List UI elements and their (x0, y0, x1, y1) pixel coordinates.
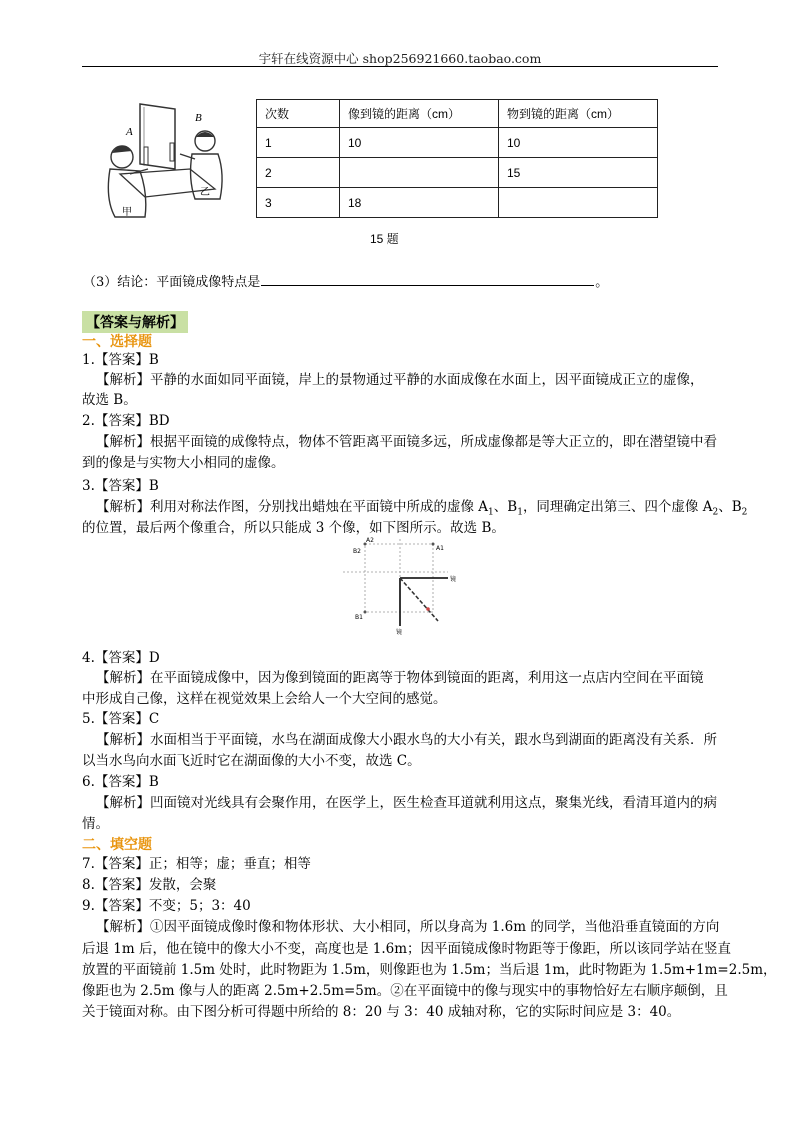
label-yi: 乙 (200, 187, 210, 198)
table-cell: 3 (257, 188, 340, 218)
label-b2: B2 (353, 548, 361, 555)
conclusion-prefix: （3）结论：平面镜成像特点是 (83, 275, 261, 290)
mirror-label-v: 镜 (396, 629, 403, 636)
analysis-line: 【解析】水面相当于平面镜，水鸟在湖面成像大小跟水鸟的大小有关，跟水鸟到湖面的距离没有关系．所 (96, 732, 717, 748)
table-row (257, 188, 658, 218)
analysis-line: 【解析】凹面镜对光线具有会聚作用，在医学上，医生检查耳道就利用这点，聚集光线，看清耳道内的病 (96, 795, 717, 811)
table-row (257, 128, 658, 158)
label-b: B (195, 112, 202, 124)
answer-line: 3.【答案】B (82, 478, 159, 494)
label-b1: B1 (355, 614, 363, 621)
table-header-row (257, 100, 658, 128)
answer-line: 4.【答案】D (82, 650, 160, 666)
analysis-line: 后退 1m 后，他在镜中的像大小不变，高度也是 1.6m；因平面镜成像时物距等于像距，所以该同学站在竖直 (82, 941, 732, 957)
analysis-line: 到的像是与实物大小相同的虚像。 (82, 455, 285, 471)
table-cell (499, 188, 658, 218)
table-cell: 2 (257, 158, 340, 188)
answer-line: 6.【答案】B (82, 774, 159, 790)
table-cell: 15 (499, 158, 658, 188)
mirror-diagram (338, 536, 460, 636)
header-cell: 物到镜的距离（cm） (499, 100, 658, 128)
label-jia: 甲 (122, 207, 132, 218)
analysis-line: 关于镜面对称。由下图分析可得题中所给的 8：20 与 3：40 成轴对称，它的实际时间应是 3：40。 (82, 1004, 681, 1020)
conclusion-suffix: 。 (595, 275, 609, 290)
section-choice: 一、选择题 (82, 334, 152, 350)
conclusion-blank[interactable] (261, 272, 594, 286)
label-a: A (126, 126, 133, 138)
answers-title: 【答案与解析】 (82, 311, 188, 333)
analysis-line: 【解析】根据平面镜的成像特点，物体不管距离平面镜多远，所成虚像都是等大正立的，即在潜望镜中看 (96, 434, 717, 450)
answer-line: 2.【答案】BD (82, 413, 170, 429)
analysis-line: 放置的平面镜前 1.5m 处时，此时物距为 1.5m，则像距也为 1.5m；当后退 1m，此时物距为 1.5m+1m=2.5m， (82, 962, 777, 978)
table-cell: 10 (340, 128, 499, 158)
experiment-figure (100, 99, 230, 224)
section-fill: 二、填空题 (82, 837, 152, 853)
analysis-line: 【解析】平静的水面如同平面镜，岸上的景物通过平静的水面成像在水面上，因平面镜成正立的虚像， (96, 372, 704, 388)
table-row (257, 158, 658, 188)
analysis-line: 的位置，最后两个像重合，所以只能成 3 个像，如下图所示。故选 B。 (82, 520, 505, 536)
table-cell: 18 (340, 188, 499, 218)
analysis-line: 中形成自己像，这样在视觉效果上会给人一个大空间的感觉。 (82, 691, 447, 707)
analysis-line: 情。 (82, 816, 109, 832)
table-cell (340, 158, 499, 188)
mirror-label-h: 镜 (450, 576, 457, 583)
answer-line: 1.【答案】B (82, 352, 159, 368)
measurement-table (256, 99, 658, 218)
answer-line: 9.【答案】不变；5；3：40 (82, 898, 251, 914)
label-a1: A1 (436, 545, 444, 552)
analysis-line: 故选 B。 (82, 392, 137, 408)
conclusion-line (83, 271, 608, 290)
header-cell: 次数 (257, 100, 340, 128)
analysis-line: 【解析】①因平面镜成像时像和物体形状、大小相同，所以身高为 1.6m 的同学，当他沿垂直镜面的方向 (96, 919, 720, 935)
answer-line: 8.【答案】发散，会聚 (82, 877, 217, 893)
header-rule (82, 66, 718, 67)
header-cell: 像到镜的距离（cm） (340, 100, 499, 128)
table-caption: 15 题 (370, 232, 399, 246)
analysis-line: 像距也为 2.5m 像与人的距离 2.5m+2.5m=5m。②在平面镜中的像与现实中的事物恰好左右顺序颠倒，且 (82, 983, 728, 999)
analysis-line: 【解析】在平面镜成像中，因为像到镜面的距离等于物体到镜面的距离，利用这一点店内空间在平面镜 (96, 670, 704, 686)
answer-line: 5.【答案】C (82, 711, 160, 727)
page-header: 宇轩在线资源中心 shop256921660.taobao.com (258, 51, 542, 66)
table-cell: 10 (499, 128, 658, 158)
answer-line: 7.【答案】正；相等；虚；垂直；相等 (82, 856, 311, 872)
analysis-line: 以当水鸟向水面飞近时它在湖面像的大小不变，故选 C。 (82, 753, 421, 769)
analysis-line: 【解析】利用对称法作图，分别找出蜡烛在平面镜中所成的虚像 $A_1$、$B_1$，同理确定出第三、四个虚像 $A_2$、$B_2$ (96, 499, 748, 518)
table-cell: 1 (257, 128, 340, 158)
label-a2: A2 (366, 537, 374, 544)
